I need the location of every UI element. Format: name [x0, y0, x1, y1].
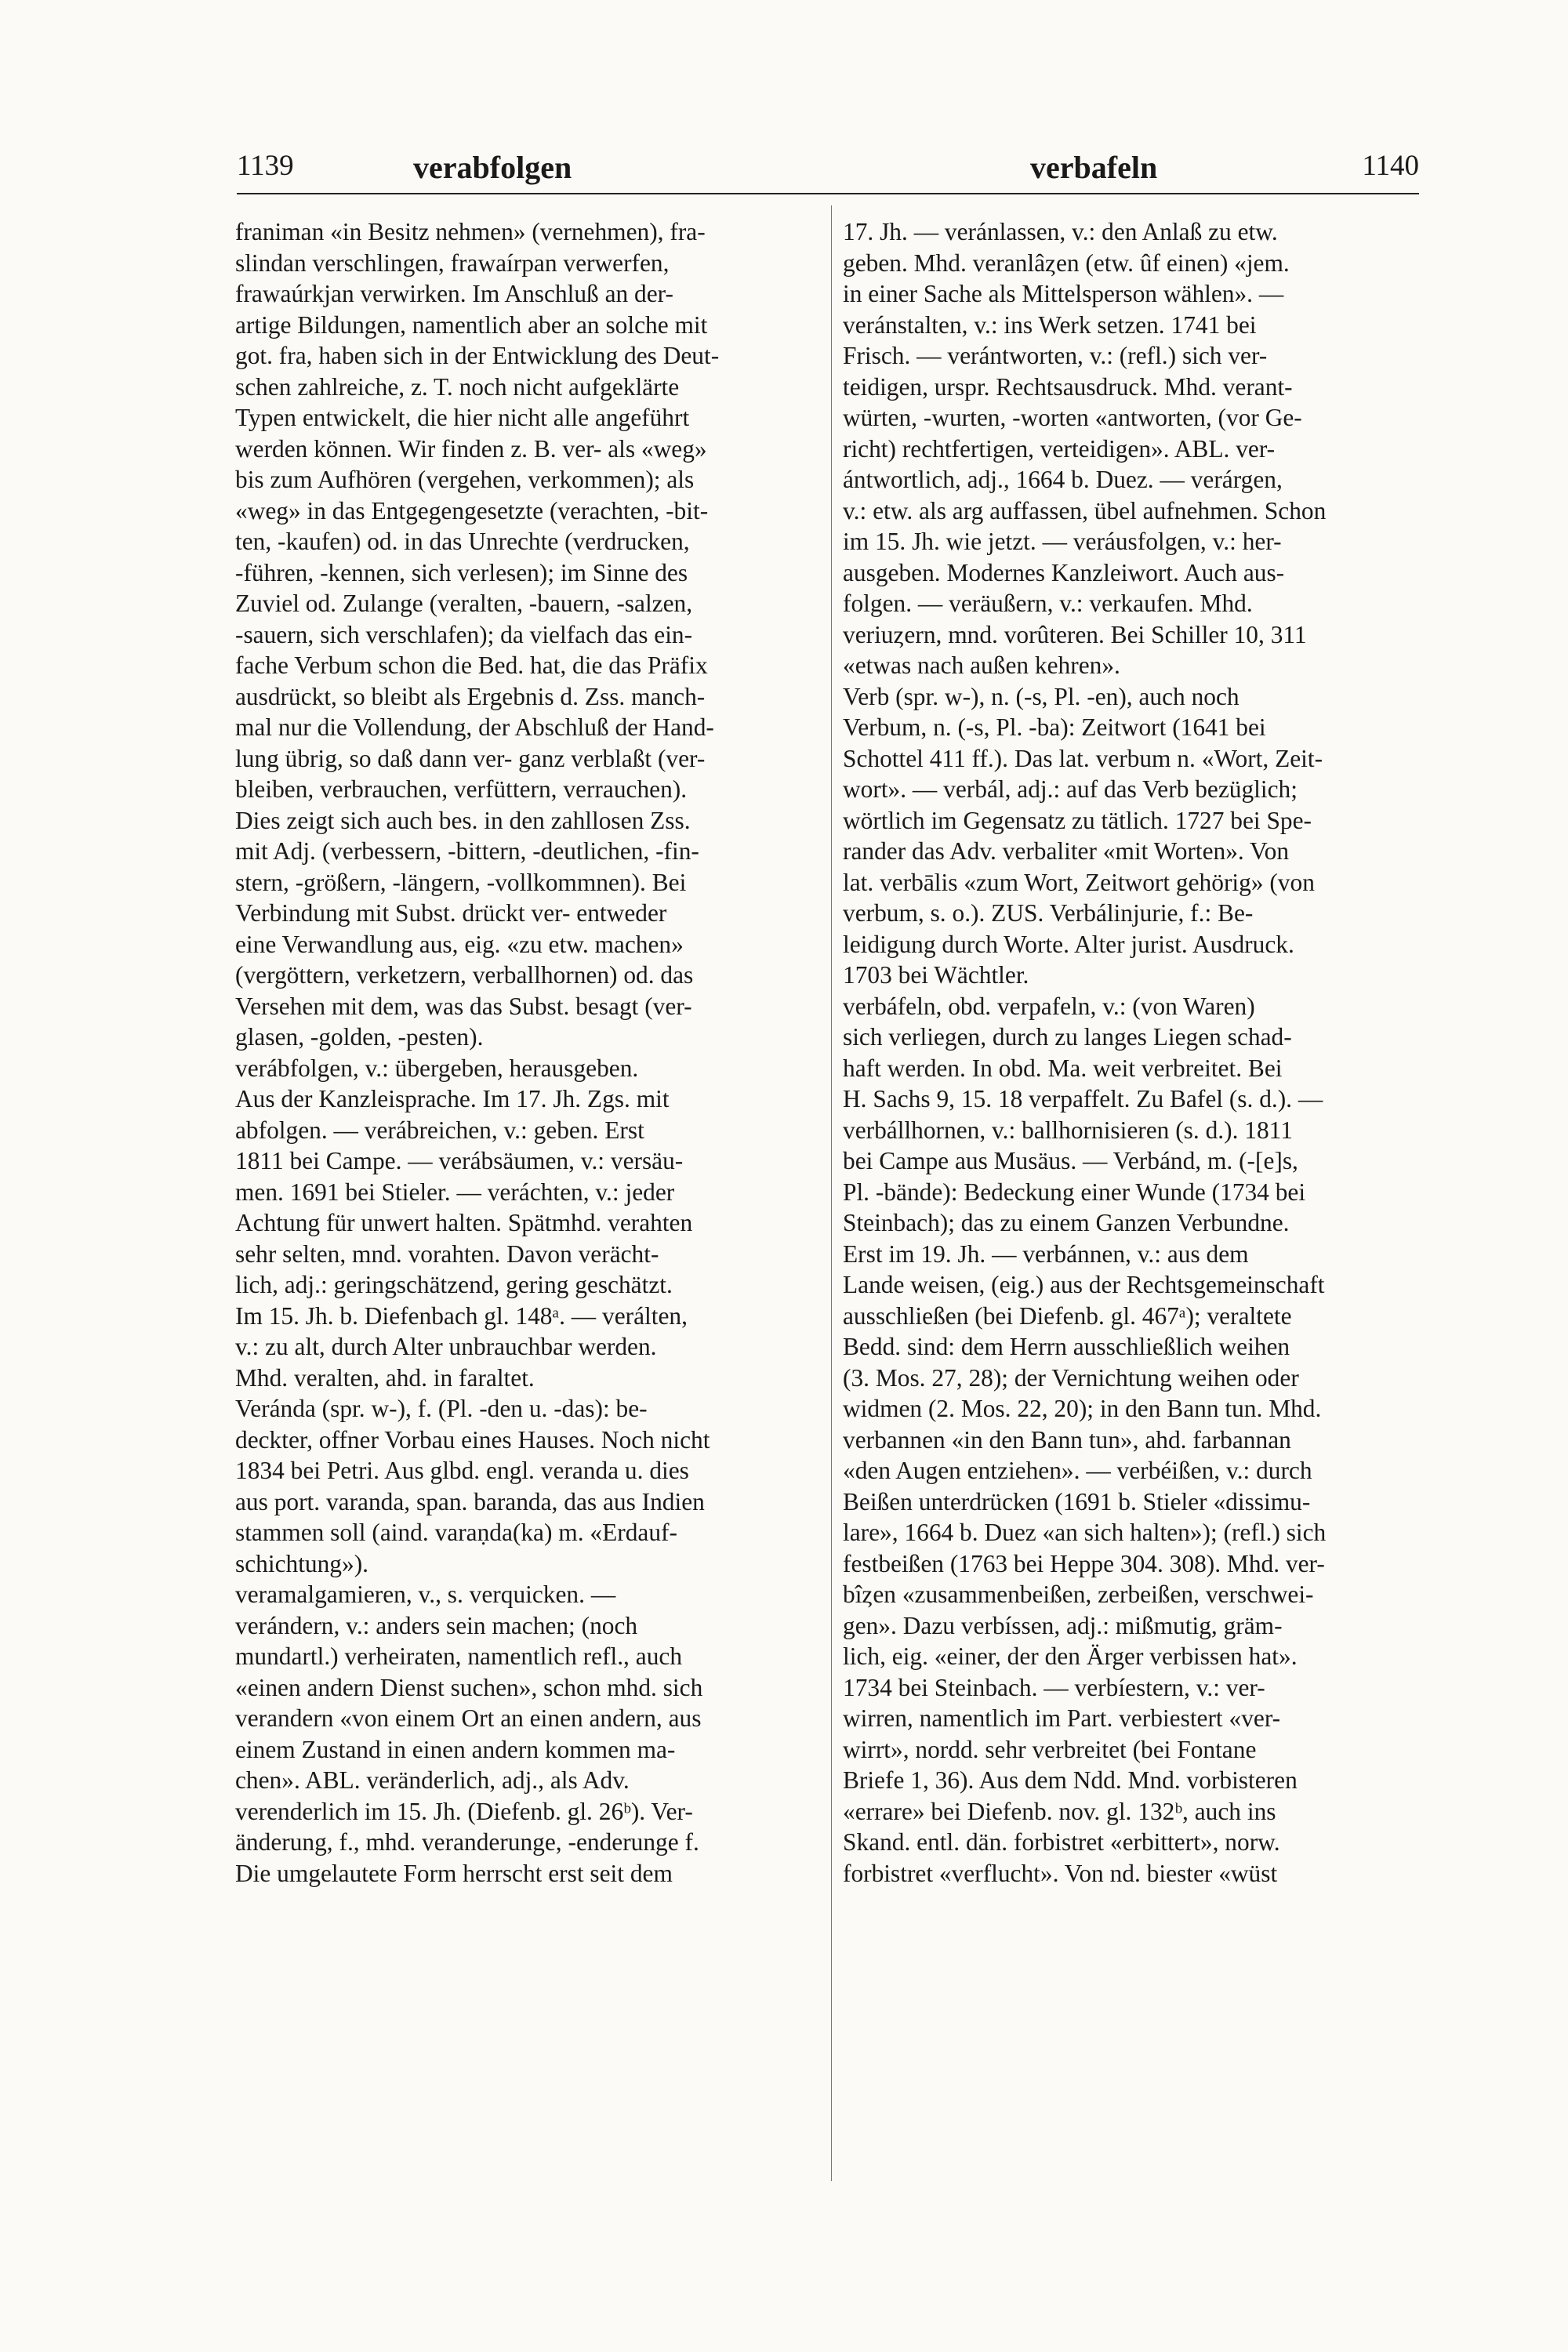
text-line: Briefe 1, 36). Aus dem Ndd. Mnd. vorbisteren — [843, 1766, 1298, 1794]
text-line: Zuviel od. Zulange (veralten, -bauern, -salzen, — [235, 590, 693, 617]
text-line: werden können. Wir finden z. B. ver- als «weg» — [235, 434, 707, 463]
right-column — [843, 216, 1419, 1889]
text-line: bis zum Aufhören (vergehen, verkommen); als — [235, 466, 695, 493]
text-line: «den Augen entziehen». — verbéißen, v.: durch — [843, 1457, 1312, 1484]
text-line: Verbindung mit Subst. drückt ver- entweder — [235, 899, 667, 927]
text-line: verbum, s. o.). ZUS. Verbálinjurie, f.: Be- — [843, 899, 1254, 927]
text-line: lich, adj.: geringschätzend, gering geschätzt. — [235, 1271, 673, 1298]
text-line: Schottel 411 ff.). Das lat. verbum n. «Wort, Zeit- — [843, 744, 1323, 772]
text-line: haft werden. In obd. Ma. weit verbreitet. Bei — [843, 1054, 1283, 1082]
text-line: got. fra, haben sich in der Entwicklung des Deut- — [235, 342, 720, 369]
left-running-headword: verabfolgen — [413, 150, 572, 185]
text-line: widmen (2. Mos. 22, 20); in den Bann tun. Mhd. — [843, 1395, 1322, 1422]
text-line: Typen entwickelt, die hier nicht alle angeführt — [235, 404, 690, 431]
text-line: verbáfeln, obd. verpafeln, v.: (von Waren) — [843, 992, 1255, 1020]
text-line: Steinbach); das zu einem Ganzen Verbundne. — [843, 1209, 1290, 1236]
text-line: änderung, f., mhd. veranderunge, -enderunge f. — [235, 1828, 699, 1856]
text-line: Mhd. veralten, ahd. in faraltet. — [235, 1363, 535, 1392]
text-line: lung übrig, so daß dann ver- ganz verblaßt (ver- — [235, 744, 706, 772]
text-line: ten, -kaufen) od. in das Unrechte (verdrucken, — [235, 528, 690, 555]
text-line: fache Verbum schon die Bed. hat, die das Präfix — [235, 652, 708, 679]
text-line: ausschließen (bei Diefenb. gl. 467ᵃ); veraltete — [843, 1301, 1292, 1330]
left-column — [235, 216, 811, 1889]
text-line: «weg» in das Entgegengesetzte (verachten, -bit- — [235, 496, 709, 524]
text-line: Frisch. — verántworten, v.: (refl.) sich ver- — [843, 342, 1268, 369]
text-line: festbeißen (1763 bei Heppe 304. 308). Mhd. ver- — [843, 1549, 1325, 1577]
text-line: (3. Mos. 27, 28); der Vernichtung weihen oder — [843, 1363, 1299, 1392]
text-line: bleiben, verbrauchen, verfüttern, verrauchen). — [235, 775, 688, 803]
text-line: wort». — verbál, adj.: auf das Verb bezüglich; — [843, 775, 1298, 803]
text-line: men. 1691 bei Stieler. — veráchten, v.: jeder — [235, 1178, 675, 1206]
text-line: veránstalten, v.: ins Werk setzen. 1741 bei — [843, 310, 1257, 339]
text-line: frawaúrkjan verwirken. Im Anschluß an der- — [235, 280, 673, 307]
text-line: verbannen «in den Bann tun», ahd. farbannan — [843, 1425, 1291, 1454]
text-line: lich, eig. «einer, der den Ärger verbissen hat». — [843, 1642, 1298, 1670]
text-line: mundartl.) verheiraten, namentlich refl., auch — [235, 1642, 683, 1670]
text-line: abfolgen. — verábreichen, v.: geben. Erst — [235, 1116, 644, 1144]
text-line: Skand. entl. dän. forbistret «erbittert», norw. — [843, 1828, 1280, 1856]
text-line: Pl. -bände): Bedeckung einer Wunde (1734 bei — [843, 1178, 1306, 1206]
text-line: H. Sachs 9, 15. 18 verpaffelt. Zu Bafel (s. d.). — — [843, 1085, 1323, 1112]
page-header — [237, 149, 1419, 188]
text-line: wörtlich im Gegensatz zu tätlich. 1727 bei Spe- — [843, 806, 1312, 834]
text-line: Dies zeigt sich auch bes. in den zahllosen Zss. — [235, 806, 691, 834]
text-line: glasen, -golden, -pesten). — [235, 1023, 484, 1051]
text-line: richt) rechtfertigen, verteidigen». ABL. ver- — [843, 434, 1276, 463]
text-line: lat. verbālis «zum Wort, Zeitwort gehörig» (von — [843, 868, 1315, 896]
text-line: Verb (spr. w-), n. (-s, Pl. -en), auch noch — [843, 682, 1240, 710]
text-line: -sauern, sich verschlafen); da vielfach das ein- — [235, 620, 693, 648]
text-line: Aus der Kanzleisprache. Im 17. Jh. Zgs. mit — [235, 1085, 670, 1112]
text-line: sich verliegen, durch zu langes Liegen schad- — [843, 1023, 1292, 1051]
text-line: lare», 1664 b. Duez «an sich halten»); (refl.) sich — [843, 1519, 1327, 1546]
text-line: forbistret «verflucht». Von nd. biester «wüst — [843, 1859, 1278, 1887]
text-line: v.: etw. als arg auffassen, übel aufnehmen. Schon — [843, 496, 1327, 524]
text-line: 1834 bei Petri. Aus glbd. engl. veranda u. dies — [235, 1457, 689, 1484]
text-line: -führen, -kennen, sich verlesen); im Sinne des — [235, 558, 688, 586]
text-line: wirren, namentlich im Part. verbiestert «ver- — [843, 1704, 1281, 1732]
text-line: in einer Sache als Mittelsperson wählen». — — [843, 280, 1284, 307]
text-line: einem Zustand in einen andern kommen ma- — [235, 1735, 676, 1763]
text-line: gen». Dazu verbíssen, adj.: mißmutig, gräm- — [843, 1611, 1283, 1639]
column-divider — [831, 205, 832, 2181]
text-line: (vergöttern, verketzern, verballhornen) od. das — [235, 961, 694, 989]
text-line: veramalgamieren, v., s. verquicken. — — [235, 1581, 616, 1608]
text-line: «errare» bei Diefenb. nov. gl. 132ᵇ, auch ins — [843, 1797, 1276, 1825]
text-line: chen». ABL. veränderlich, adj., als Adv. — [235, 1766, 630, 1794]
text-line: bei Campe aus Musäus. — Verbánd, m. (-[e]s, — [843, 1147, 1298, 1174]
text-line: verbállhornen, v.: ballhornisieren (s. d.). 1811 — [843, 1116, 1293, 1144]
text-line: Erst im 19. Jh. — verbánnen, v.: aus dem — [843, 1240, 1249, 1268]
text-line: Versehen mit dem, was das Subst. besagt (ver- — [235, 992, 692, 1020]
text-line: 1734 bei Steinbach. — verbíestern, v.: ver- — [843, 1673, 1265, 1701]
text-line: schen zahlreiche, z. T. noch nicht aufgeklärte — [235, 372, 680, 401]
text-line: Beißen unterdrücken (1691 b. Stieler «dissimu- — [843, 1487, 1311, 1515]
text-line: ausgeben. Modernes Kanzleiwort. Auch aus- — [843, 558, 1285, 586]
text-line: slindan verschlingen, frawaírpan verwerfen, — [235, 249, 670, 277]
text-line: eine Verwandlung aus, eig. «zu etw. machen» — [235, 930, 684, 958]
text-line: folgen. — veräußern, v.: verkaufen. Mhd. — [843, 590, 1253, 617]
text-line: Bedd. sind: dem Herrn ausschließlich weihen — [843, 1333, 1290, 1360]
text-line: veriuȥern, mnd. vorûteren. Bei Schiller 10, 311 — [843, 620, 1307, 648]
right-page-number: 1140 — [1362, 150, 1419, 182]
text-line: Lande weisen, (eig.) aus der Rechtsgemeinschaft — [843, 1271, 1325, 1298]
text-line: Verbum, n. (-s, Pl. -ba): Zeitwort (1641 bei — [843, 713, 1266, 741]
text-line: ántwortlich, adj., 1664 b. Duez. — verárgen, — [843, 466, 1283, 493]
text-line: leidigung durch Worte. Alter jurist. Ausdruck. — [843, 930, 1294, 958]
text-line: im 15. Jh. wie jetzt. — veráusfolgen, v.: her- — [843, 528, 1282, 555]
text-line: 1811 bei Campe. — verábsäumen, v.: versäu- — [235, 1147, 684, 1174]
text-line: artige Bildungen, namentlich aber an solche mit — [235, 310, 708, 339]
text-line: wirrt», nordd. sehr verbreitet (bei Fontane — [843, 1735, 1257, 1763]
text-line: geben. Mhd. veranlâȥen (etw. ûf einen) «jem. — [843, 249, 1290, 277]
right-running-headword: verbafeln — [1030, 150, 1158, 185]
text-line: v.: zu alt, durch Alter unbrauchbar werden. — [235, 1333, 657, 1360]
text-line: teidigen, urspr. Rechtsausdruck. Mhd. verant- — [843, 372, 1293, 401]
text-line: aus port. varanda, span. baranda, das aus Indien — [235, 1487, 705, 1515]
text-line: stern, -größern, -längern, -vollkommnen). Bei — [235, 868, 687, 896]
text-line: franiman «in Besitz nehmen» (vernehmen), fra- — [235, 218, 706, 245]
text-line: mit Adj. (verbessern, -bittern, -deutlichen, -fin- — [235, 837, 699, 865]
text-line: Achtung für unwert halten. Spätmhd. verahten — [235, 1209, 693, 1236]
text-line: rander das Adv. verbaliter «mit Worten». Von — [843, 837, 1290, 865]
text-line: Veránda (spr. w-), f. (Pl. -den u. -das): be- — [235, 1395, 648, 1422]
text-line: Im 15. Jh. b. Diefenbach gl. 148ᵃ. — verálten, — [235, 1301, 688, 1330]
text-line: bîȥen «zusammenbeißen, zerbeißen, verschwei- — [843, 1581, 1314, 1608]
text-line: schichtung»). — [235, 1549, 368, 1577]
header-rule — [237, 193, 1419, 194]
text-line: verandern «von einem Ort an einen andern, aus — [235, 1704, 702, 1732]
text-line: verándern, v.: anders sein machen; (noch — [235, 1611, 638, 1639]
left-page-number: 1139 — [237, 150, 294, 182]
text-line: «etwas nach außen kehren». — [843, 652, 1120, 679]
text-line: verenderlich im 15. Jh. (Diefenb. gl. 26ᵇ). Ver- — [235, 1797, 693, 1825]
text-line: stammen soll (aind. varaṇda(ka) m. «Erdauf- — [235, 1519, 677, 1546]
text-line: würten, -wurten, -worten «antworten, (vor Ge- — [843, 404, 1302, 431]
text-line: deckter, offner Vorbau eines Hauses. Noch nicht — [235, 1425, 710, 1454]
text-line: «einen andern Dienst suchen», schon mhd. sich — [235, 1673, 703, 1701]
text-line: mal nur die Vollendung, der Abschluß der Hand- — [235, 713, 714, 741]
text-line: 17. Jh. — veránlassen, v.: den Anlaß zu etw. — [843, 218, 1278, 245]
text-line: 1703 bei Wächtler. — [843, 961, 1029, 989]
text-line: Die umgelautete Form herrscht erst seit dem — [235, 1859, 673, 1887]
text-line: ausdrückt, so bleibt als Ergebnis d. Zss. manch- — [235, 682, 706, 710]
text-line: sehr selten, mnd. vorahten. Davon verächt- — [235, 1240, 659, 1268]
text-line: verábfolgen, v.: übergeben, herausgeben. — [235, 1054, 639, 1082]
